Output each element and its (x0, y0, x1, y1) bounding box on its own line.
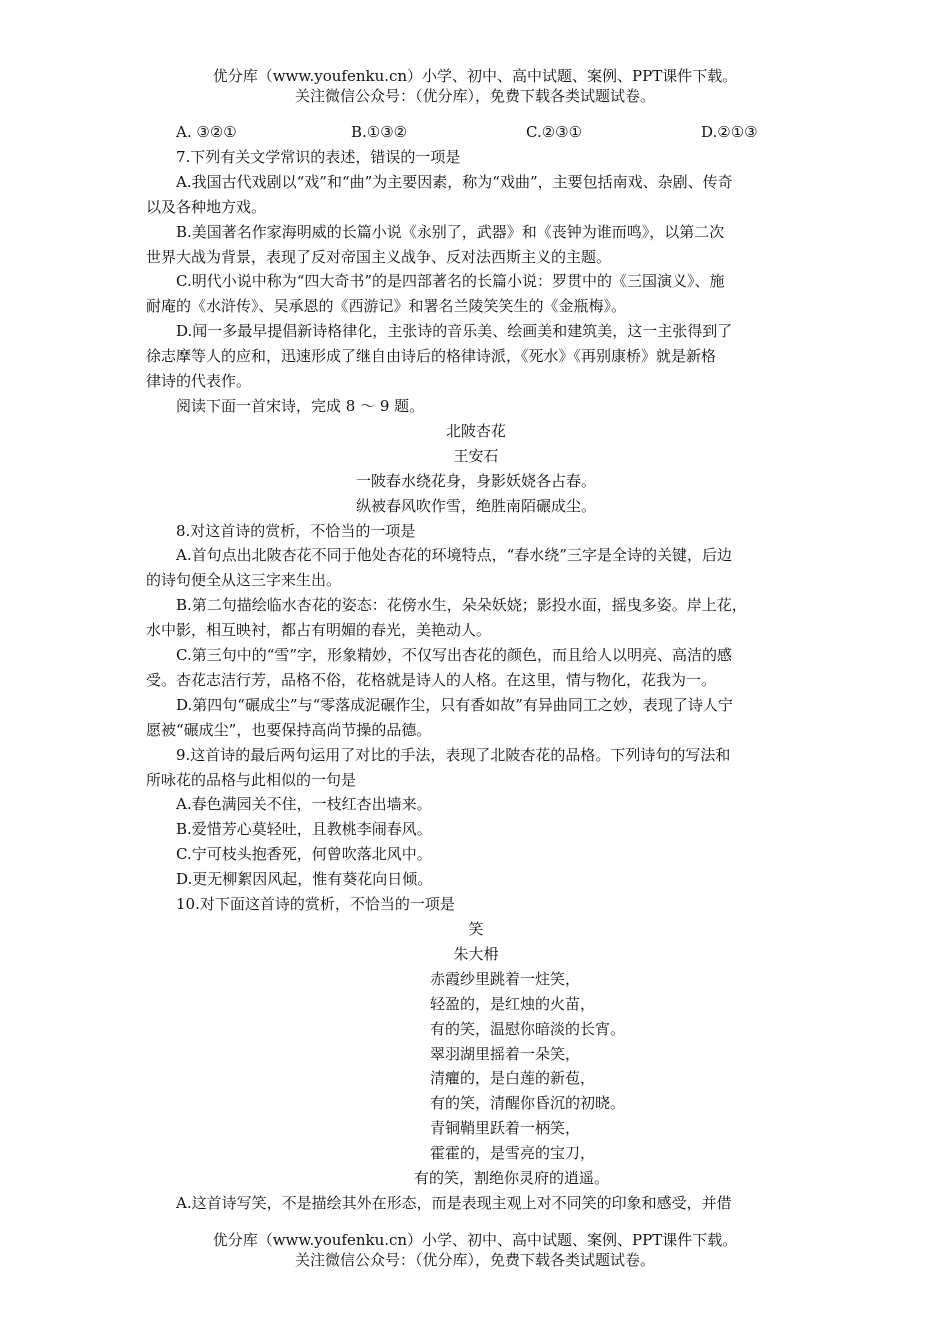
q6-option-b: B.①③② (351, 123, 408, 141)
q7-stem: 7.下列有关文学常识的表述，错误的一项是 (176, 147, 461, 166)
q9-stem-cont: 所咏花的品格与此相似的一句是 (146, 770, 357, 789)
q7-option-b-cont: 世界大战为背景，表现了反对帝国主义战争、反对法西斯主义的主题。 (146, 247, 612, 266)
q8-stem: 8.对这首诗的赏析，不恰当的一项是 (176, 521, 416, 540)
q8-option-b-cont: 水中影，相互映衬，都占有明媚的春光，美艳动人。 (146, 621, 492, 640)
poem1-line-2: 纵被春风吹作雪，绝胜南陌碾成尘。 (355, 496, 596, 515)
poem2-line-1: 赤霞纱里跳着一炷笑， (430, 969, 581, 988)
q9-stem: 9.这首诗的最后两句运用了对比的手法，表现了北陂杏花的品格。下列诗句的写法和 (176, 745, 731, 764)
poem2-line-3: 有的笑，温慰你暗淡的长宵。 (430, 1019, 626, 1038)
q8-option-a-cont: 的诗句便全从这三字来生出。 (146, 571, 342, 590)
q9-option-d: D.更无柳絮因风起，惟有葵花向日倾。 (176, 870, 433, 889)
q9-option-a: A.春色满园关不住，一枝红杏出墙来。 (176, 795, 432, 814)
q8-option-d: D.第四句“碾成尘”与“零落成泥碾作尘，只有香如故”有异曲同工之妙，表现了诗人宁 (176, 695, 733, 714)
header-line-2: 关注微信公众号：（优分库），免费下载各类试题试卷。 (294, 87, 655, 105)
q8-option-b: B.第二句描绘临水杏花的姿态：花傍水生，朵朵妖娆；影投水面，摇曳多姿。岸上花， (176, 596, 747, 615)
poem2-title: 笑 (468, 920, 484, 938)
poem2-line-8: 霍霍的，是雪亮的宝刀， (430, 1144, 596, 1163)
poem2-line-6: 有的笑，清醒你昏沉的初晓。 (430, 1094, 626, 1113)
header-line-1: 优分库（www.youfenku.cn）小学、初中、高中试题、案例、PPT课件下载。 (212, 67, 738, 85)
q6-option-c: C.②③① (526, 123, 583, 141)
q7-option-a-cont: 以及各种地方戏。 (146, 197, 267, 216)
poem2-author: 朱大枏 (453, 944, 499, 963)
q9-option-c: C.宁可枝头抱香死，何曾吹落北风中。 (176, 845, 432, 864)
poem2-line-7: 青铜鞘里跃着一柄笑， (430, 1119, 581, 1138)
page-header (0, 66, 950, 106)
poem1-line-1: 一陂春水绕花身，身影妖娆各占春。 (355, 471, 596, 490)
q7-option-d-cont1: 徐志摩等人的应和，迅速形成了继自由诗后的格律诗派，《死水》《再别康桥》就是新格 (146, 347, 717, 366)
reading-intro: 阅读下面一首宋诗，完成 8 ～ 9 题。 (176, 396, 425, 415)
q6-option-a: A. ③②① (176, 123, 237, 141)
footer-line-1: 优分库（www.youfenku.cn）小学、初中、高中试题、案例、PPT课件下载。 (212, 1231, 738, 1249)
q8-option-d-cont: 愿被“碾成尘”，也要保持高尚节操的品德。 (146, 720, 432, 739)
poem2-line-4: 翠羽湖里摇着一朵笑， (430, 1044, 581, 1063)
q7-option-c: C.明代小说中称为“四大奇书”的是四部著名的长篇小说：罗贯中的《三国演义》、施 (176, 272, 725, 291)
poem2-line-2: 轻盈的，是红烛的火苗， (430, 994, 596, 1013)
q8-option-c-cont: 受。杏花志洁行芳，品格不俗，花格就是诗人的人格。在这里，情与物化，花我为一。 (146, 670, 717, 689)
page-footer (0, 1230, 950, 1270)
q7-option-a: A.我国古代戏剧以“戏”和“曲”为主要因素，称为“戏曲”，主要包括南戏、杂剧、传奇 (176, 172, 733, 191)
poem2-line-5: 清癯的，是白莲的新苞， (430, 1069, 596, 1088)
q10-stem: 10.对下面这首诗的赏析，不恰当的一项是 (176, 895, 455, 914)
document-body (146, 120, 806, 1216)
poem2-line-9: 有的笑，割绝你灵府的逍遥。 (414, 1169, 610, 1188)
q9-option-b: B.爱惜芳心莫轻吐，且教桃李闹春风。 (176, 820, 432, 839)
q8-option-a: A.首句点出北陂杏花不同于他处杏花的环境特点，“春水绕”三字是全诗的关键，后边 (176, 546, 732, 565)
footer-line-2: 关注微信公众号：（优分库），免费下载各类试题试卷。 (294, 1251, 655, 1269)
q6-option-d: D.②①③ (701, 123, 758, 141)
q7-option-d: D.闻一多最早提倡新诗格律化，主张诗的音乐美、绘画美和建筑美，这一主张得到了 (176, 322, 733, 341)
q6-options (146, 120, 806, 145)
q8-option-c: C.第三句中的“雪”字，形象精妙，不仅写出杏花的颜色，而且给人以明亮、高洁的感 (176, 646, 733, 665)
q7-option-c-cont: 耐庵的《水浒传》、吴承恩的《西游记》和署名兰陵笑笑生的《金瓶梅》。 (146, 297, 627, 316)
q10-option-a: A.这首诗写笑，不是描绘其外在形态，而是表现主观上对不同笑的印象和感受，并借 (176, 1193, 732, 1212)
poem1-author: 王安石 (453, 446, 499, 465)
q7-option-d-cont2: 律诗的代表作。 (146, 372, 252, 391)
q7-option-b: B.美国著名作家海明威的长篇小说《永别了，武器》和《丧钟为谁而鸣》，以第二次 (176, 222, 725, 241)
poem1-title: 北陂杏花 (445, 421, 506, 440)
